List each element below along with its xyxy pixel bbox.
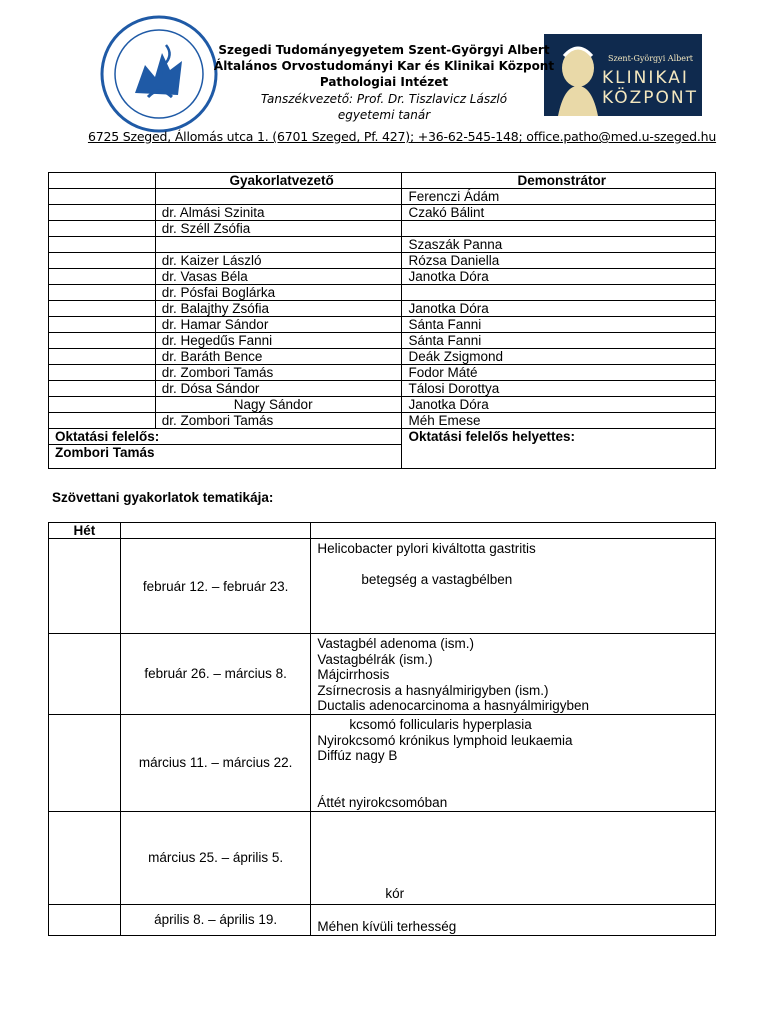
demo-cell: Sánta Fanni (402, 317, 716, 333)
topic-item: Vastagbélrák (ism.) (317, 651, 433, 667)
responsible-label: Oktatási felelős: (49, 429, 402, 445)
topics-cell (311, 714, 716, 811)
demo-cell: Janotka Dóra (402, 301, 716, 317)
deputy-label: Oktatási felelős helyettes: (402, 429, 716, 469)
staff-index-cell (49, 205, 156, 221)
schedule-row (49, 539, 716, 634)
topic-item: Nyirokcsomó krónikus lymphoid leukaemia (317, 732, 573, 748)
staff-index-cell (49, 397, 156, 413)
leader-cell: dr. Balajthy Zsófia (155, 301, 402, 317)
staff-empty-head (49, 173, 156, 189)
staff-row (49, 333, 716, 349)
leader-cell: dr. Széll Zsófia (155, 221, 402, 237)
leader-cell: dr. Vasas Béla (155, 269, 402, 285)
schedule-row (49, 634, 716, 715)
leader-cell: dr. Baráth Bence (155, 349, 402, 365)
week-dates: március 11. – március 22. (120, 714, 311, 811)
topic-item: Májcirrhosis (317, 667, 390, 683)
staff-row (49, 317, 716, 333)
staff-index-cell (49, 221, 156, 237)
demo-cell: Czakó Bálint (402, 205, 716, 221)
institution-line3: Pathologiai Intézet (319, 75, 449, 89)
staff-row (49, 205, 716, 221)
demo-cell: Janotka Dóra (402, 397, 716, 413)
demo-cell: Rózsa Daniella (402, 253, 716, 269)
leader-cell: dr. Zombori Tamás (155, 365, 402, 381)
right-logo-line1: KLINIKAI (602, 68, 689, 88)
leader-cell: dr. Pósfai Boglárka (155, 285, 402, 301)
staff-index-cell (49, 301, 156, 317)
week-dates: március 25. – április 5. (120, 811, 311, 904)
staff-row (49, 237, 716, 253)
demo-cell: Ferenczi Ádám (402, 189, 716, 205)
leader-cell: dr. Almási Szinita (155, 205, 402, 221)
topic-item: Vastagbél adenoma (ism.) (317, 636, 474, 651)
topic-item (317, 779, 715, 795)
staff-table (48, 172, 716, 469)
schedule-row (49, 714, 716, 811)
right-logo-small-text: Szent-Györgyi Albert (608, 54, 694, 63)
staff-index-cell (49, 317, 156, 333)
col-demo-header: Demonstrátor (402, 173, 716, 189)
staff-row (49, 285, 716, 301)
staff-row (49, 381, 716, 397)
responsible-name: Zombori Tamás (49, 445, 402, 469)
schedule-title: Szövettani gyakorlatok tematikája: (52, 490, 274, 505)
demo-cell: Janotka Dóra (402, 269, 716, 285)
leader-cell (155, 237, 402, 253)
week-cell (49, 904, 121, 935)
staff-row (49, 189, 716, 205)
staff-row (49, 349, 716, 365)
leader-cell: dr. Zombori Tamás (155, 413, 402, 429)
staff-row (49, 301, 716, 317)
topic-item: Méhen kívüli terhesség (317, 918, 457, 934)
demo-cell: Fodor Máté (402, 365, 716, 381)
staff-index-cell (49, 253, 156, 269)
staff-index-cell (49, 381, 156, 397)
topic-item (317, 764, 715, 780)
topic-item: Diffúz nagy B (317, 748, 398, 764)
institution-line2: Általános Orvostudományi Kar és Klinikai Központ (213, 59, 555, 73)
leader-cell: dr. Kaizer László (155, 253, 402, 269)
week-cell (49, 811, 121, 904)
staff-index-cell (49, 413, 156, 429)
week-cell (49, 539, 121, 634)
schedule-empty-head (120, 523, 311, 539)
staff-index-cell (49, 189, 156, 205)
demo-cell (402, 285, 716, 301)
staff-row (49, 221, 716, 237)
schedule-row (49, 811, 716, 904)
col-week-header: Hét (49, 523, 121, 539)
department-head-line1: Tanszékvezető: Prof. Dr. Tiszlavicz László (260, 92, 508, 106)
demo-cell (402, 221, 716, 237)
topics-cell (311, 904, 716, 935)
staff-index-cell (49, 365, 156, 381)
leader-cell: dr. Hegedűs Fanni (155, 333, 402, 349)
staff-row (49, 269, 716, 285)
staff-index-cell (49, 237, 156, 253)
institution-line1: Szegedi Tudományegyetem Szent-Györgyi Albert (218, 43, 550, 57)
week-cell (49, 634, 121, 715)
leader-cell (155, 189, 402, 205)
staff-row (49, 365, 716, 381)
leader-cell: dr. Dósa Sándor (155, 381, 402, 397)
week-cell (49, 714, 121, 811)
topic-item: Zsírnecrosis a hasnyálmirigyben (ism.) (317, 682, 549, 698)
contact-line: 6725 Szeged, Állomás utca 1. (6701 Szeged, Pf. 427); +36-62-545-148; office.patho@med.u-szeged.hu (87, 129, 717, 144)
staff-index-cell (49, 349, 156, 365)
topics-cell (311, 634, 716, 715)
schedule-table (48, 522, 716, 936)
topic-item (317, 557, 715, 573)
topic-item: kór (385, 885, 405, 901)
leader-cell: Nagy Sándor (155, 397, 402, 413)
week-dates: február 12. – február 23. (120, 539, 311, 634)
topic-item: Helicobacter pylori kiváltotta gastritis (317, 541, 536, 556)
demo-cell: Szaszák Panna (402, 237, 716, 253)
staff-index-cell (49, 285, 156, 301)
topics-cell (311, 539, 716, 634)
staff-row (49, 397, 716, 413)
topic-item: betegség a vastagbélben (361, 572, 513, 588)
topic-item: Áttét nyirokcsomóban (317, 794, 448, 810)
department-head-line2: egyetemi tanár (337, 108, 431, 122)
demo-cell: Tálosi Dorottya (402, 381, 716, 397)
demo-cell: Deák Zsigmond (402, 349, 716, 365)
topic-item: kcsomó follicularis hyperplasia (349, 716, 532, 732)
demo-cell: Sánta Fanni (402, 333, 716, 349)
staff-row (49, 253, 716, 269)
week-dates: április 8. – április 19. (120, 904, 311, 935)
week-dates: február 26. – március 8. (120, 634, 311, 715)
schedule-empty-head-2 (311, 523, 716, 539)
schedule-row (49, 904, 716, 935)
topic-item: Ductalis adenocarcinoma a hasnyálmirigyben (317, 698, 590, 714)
col-leader-header: Gyakorlatvezető (155, 173, 402, 189)
staff-index-cell (49, 269, 156, 285)
topics-cell (311, 811, 716, 904)
leader-cell: dr. Hamar Sándor (155, 317, 402, 333)
right-logo-line2: KÖZPONT (602, 88, 698, 108)
staff-row (49, 413, 716, 429)
demo-cell: Méh Emese (402, 413, 716, 429)
staff-index-cell (49, 333, 156, 349)
